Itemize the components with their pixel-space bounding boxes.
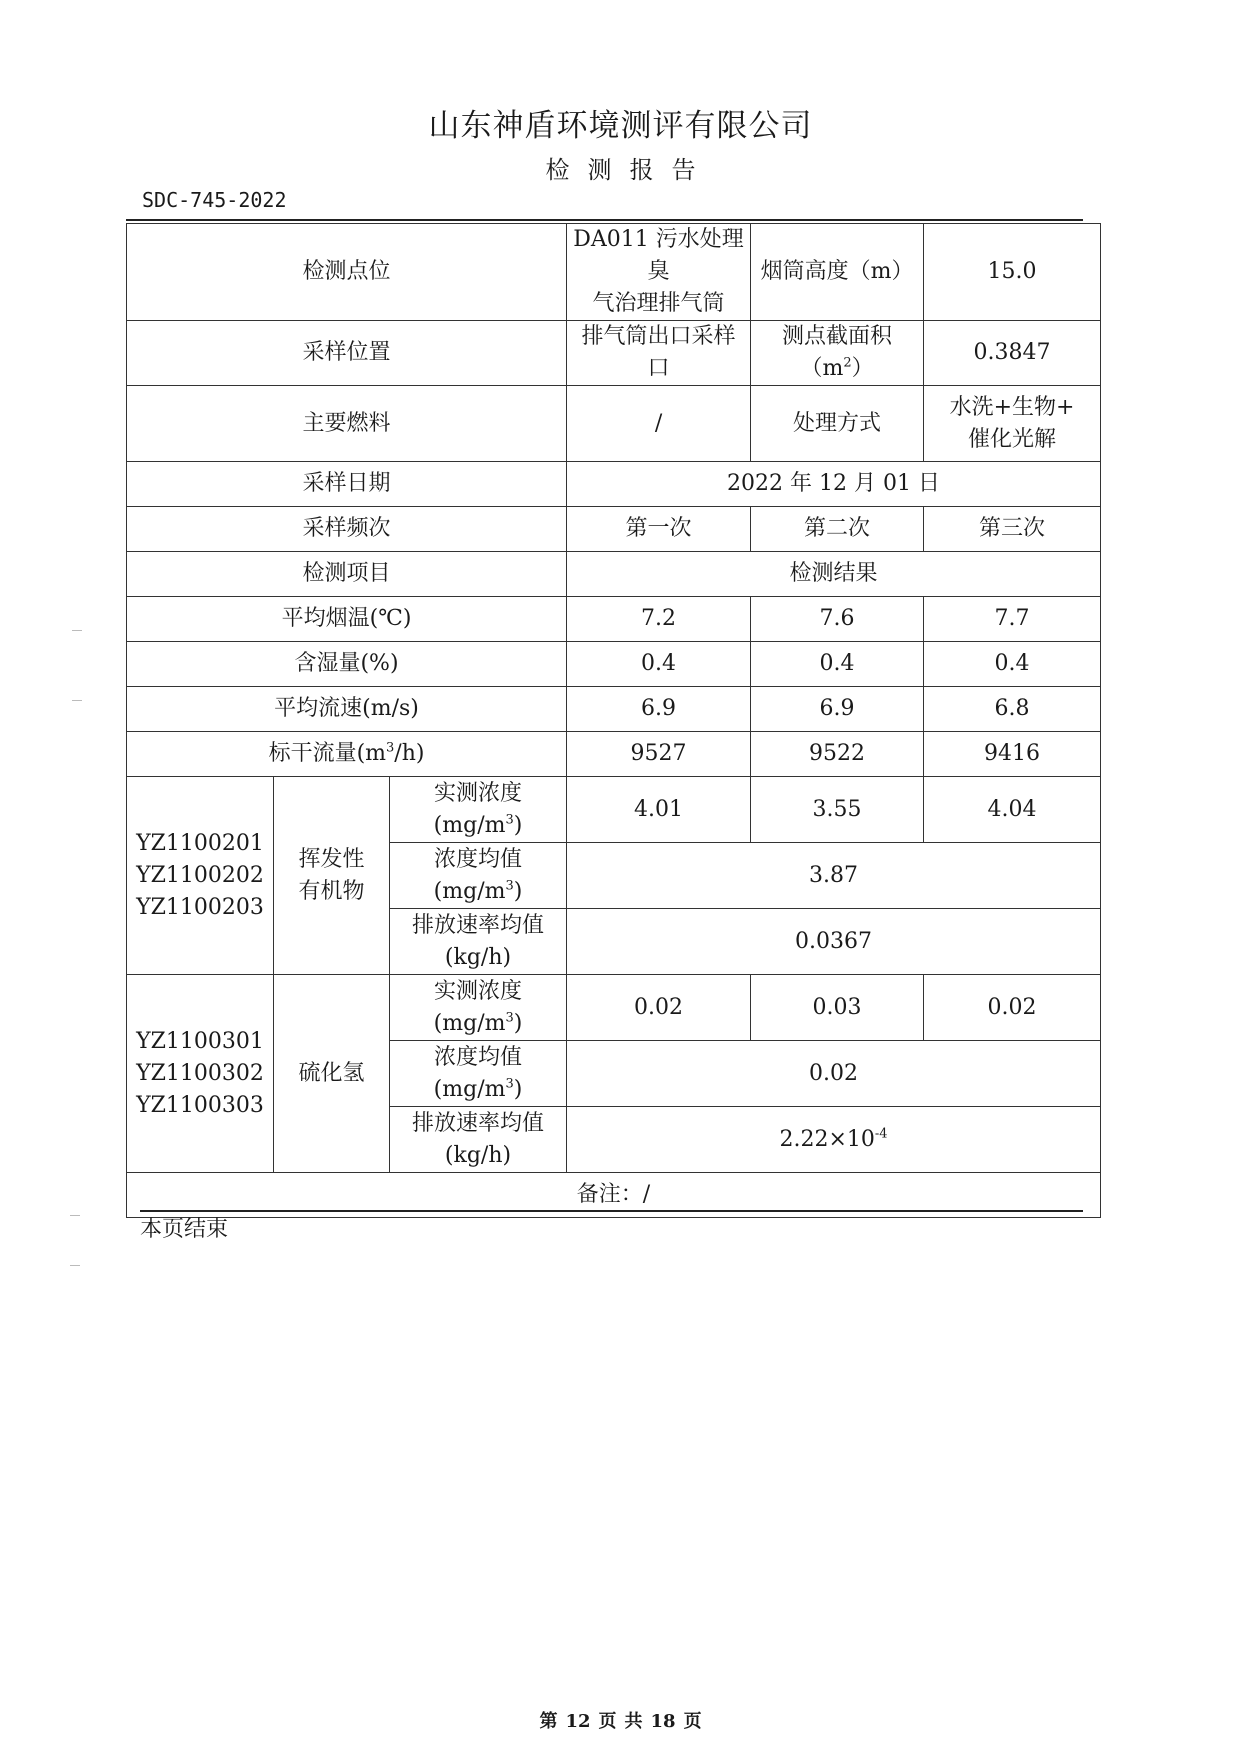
humidity-2: 0.4	[751, 642, 924, 687]
temp-2: 7.6	[751, 597, 924, 642]
velocity-1: 6.9	[567, 687, 751, 732]
header-rule	[126, 219, 1083, 221]
flow-3: 9416	[924, 732, 1101, 777]
label-main-fuel: 主要燃料	[127, 386, 567, 462]
humidity-1: 0.4	[567, 642, 751, 687]
voc-name: 挥发性 有机物	[274, 777, 390, 975]
freq-first: 第一次	[567, 507, 751, 552]
footer-rule	[140, 1210, 1083, 1212]
scan-mark	[70, 1215, 80, 1216]
value-sampling-point: DA011 污水处理臭 气治理排气筒	[567, 224, 751, 321]
label-humidity: 含湿量(%)	[127, 642, 567, 687]
voc-measured-1: 4.01	[567, 777, 751, 843]
label-frequency: 采样频次	[127, 507, 567, 552]
label-voc-measured: 实测浓度 $(mg/m^3)$	[390, 777, 567, 843]
value-main-fuel: /	[567, 386, 751, 462]
page-footer: 第 12 页 共 18 页	[539, 1711, 702, 1732]
h2s-measured-3: 0.02	[924, 975, 1101, 1041]
velocity-3: 6.8	[924, 687, 1101, 732]
freq-second: 第二次	[751, 507, 924, 552]
flow-2: 9522	[751, 732, 924, 777]
scan-mark	[72, 700, 82, 701]
temp-1: 7.2	[567, 597, 751, 642]
row-temperature	[127, 597, 1101, 642]
remark: 备注：/	[127, 1173, 1101, 1218]
label-treatment: 处理方式	[751, 386, 924, 462]
report-table	[126, 223, 1101, 1218]
h2s-measured-2: 0.03	[751, 975, 924, 1041]
scan-mark	[72, 630, 82, 631]
row-flow	[127, 732, 1101, 777]
label-h2s-rate: 排放速率均值 (kg/h)	[390, 1107, 567, 1173]
row-humidity	[127, 642, 1101, 687]
document-number: SDC-745-2022	[142, 188, 287, 212]
value-sampling-date: 2022 年 12 月 01 日	[567, 462, 1101, 507]
label-test-result: 检测结果	[567, 552, 1101, 597]
label-section-area: 测点截面积$(m^2)$	[751, 321, 924, 386]
label-sampling-date: 采样日期	[127, 462, 567, 507]
company-name: 山东神盾环境测评有限公司	[428, 108, 813, 144]
h2s-average: 0.02	[567, 1041, 1101, 1107]
row-frequency	[127, 507, 1101, 552]
temp-3: 7.7	[924, 597, 1101, 642]
page-total: 18	[650, 1711, 676, 1732]
humidity-3: 0.4	[924, 642, 1101, 687]
voc-measured-2: 3.55	[751, 777, 924, 843]
voc-average: 3.87	[567, 843, 1101, 909]
velocity-2: 6.9	[751, 687, 924, 732]
flow-1: 9527	[567, 732, 751, 777]
voc-sample-ids: YZ1100201 YZ1100202 YZ1100203	[127, 777, 274, 975]
scan-mark	[70, 1265, 80, 1266]
value-stack-height: 15.0	[924, 224, 1101, 321]
voc-measured-3: 4.04	[924, 777, 1101, 843]
row-sampling-point	[127, 224, 1101, 321]
report-subtitle: 检测报告	[545, 156, 714, 184]
row-velocity	[127, 687, 1101, 732]
label-voc-rate: 排放速率均值 (kg/h)	[390, 909, 567, 975]
freq-third: 第三次	[924, 507, 1101, 552]
value-section-area: 0.3847	[924, 321, 1101, 386]
label-velocity: 平均流速(m/s)	[127, 687, 567, 732]
label-test-item: 检测项目	[127, 552, 567, 597]
h2s-rate: $2.22\times 10^{-4}$	[567, 1107, 1101, 1173]
row-item-header	[127, 552, 1101, 597]
h2s-measured-1: 0.02	[567, 975, 751, 1041]
h2s-name: 硫化氢	[274, 975, 390, 1173]
label-h2s-average: 浓度均值 $(mg/m^3)$	[390, 1041, 567, 1107]
label-stack-height: 烟筒高度（m）	[751, 224, 924, 321]
row-voc-measured	[127, 777, 1101, 843]
voc-rate: 0.0367	[567, 909, 1101, 975]
value-sampling-position: 排气筒出口采样口	[567, 321, 751, 386]
label-sampling-point: 检测点位	[127, 224, 567, 321]
page-number: 12	[565, 1711, 591, 1732]
label-temperature: 平均烟温(℃)	[127, 597, 567, 642]
row-h2s-measured	[127, 975, 1101, 1041]
value-treatment: 水洗+生物+ 催化光解	[924, 386, 1101, 462]
label-sampling-position: 采样位置	[127, 321, 567, 386]
row-date	[127, 462, 1101, 507]
row-fuel	[127, 386, 1101, 462]
label-voc-average: 浓度均值 $(mg/m^3)$	[390, 843, 567, 909]
label-flow: 标干流量$(m^3/h)$	[127, 732, 567, 777]
label-h2s-measured: 实测浓度 $(mg/m^3)$	[390, 975, 567, 1041]
h2s-sample-ids: YZ1100301 YZ1100302 YZ1100303	[127, 975, 274, 1173]
row-sampling-position	[127, 321, 1101, 386]
page-end-note: 本页结束	[140, 1217, 229, 1242]
